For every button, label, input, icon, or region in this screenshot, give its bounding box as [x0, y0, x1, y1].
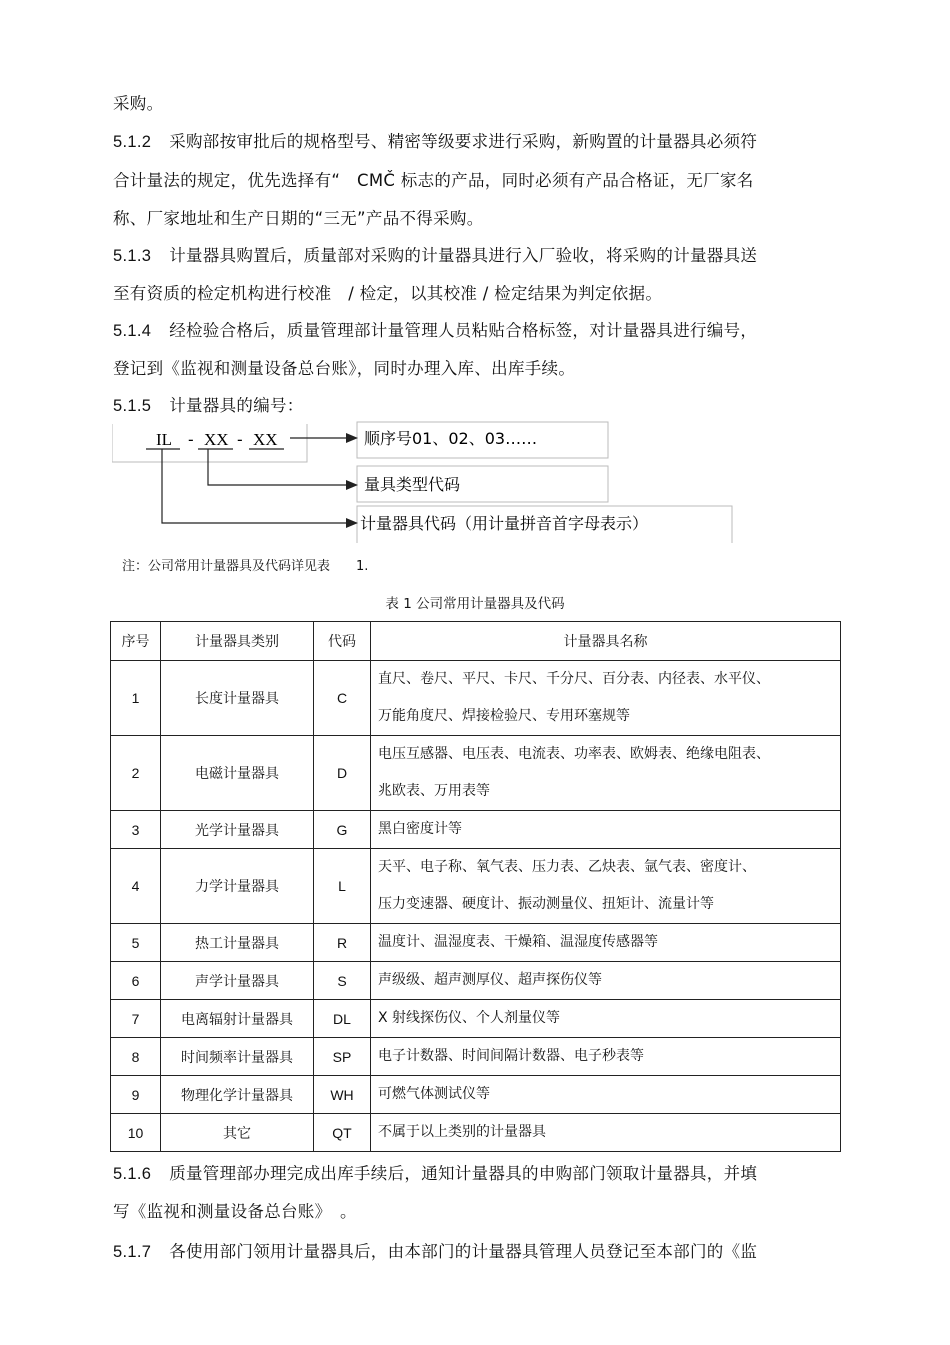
- table-row: [111, 1038, 841, 1076]
- table-row: [111, 962, 841, 1000]
- code-part-3: XX: [253, 430, 278, 449]
- header-names: 计量器具名称: [371, 622, 841, 661]
- cell-category: 声学计量器具: [161, 962, 314, 1000]
- paragraph-line: 称、厂家地址和生产日期的“三无”产品不得采购。: [113, 209, 484, 228]
- section-number: 5.1.2: [113, 133, 152, 151]
- cell-names: 温度计、温湿度表、干燥箱、温湿度传感器等: [371, 924, 841, 962]
- header-no: 序号: [111, 622, 161, 661]
- cell-code: G: [314, 811, 371, 849]
- paragraph-line: 合计量法的规定，优先选择有“ CMČ 标志的产品，同时必须有产品合格证，无厂家名: [113, 171, 754, 190]
- label-instrument-code: 计量器具代码（用计量拼音首字母表示）: [360, 514, 649, 533]
- cell-category: 时间频率计量器具: [161, 1038, 314, 1076]
- cell-code: S: [314, 962, 371, 1000]
- cell-names: 不属于以上类别的计量器具: [371, 1114, 841, 1152]
- table-row: [111, 924, 841, 962]
- cell-names: 天平、电子称、氧气表、压力表、乙炔表、氩气表、密度计、 压力变速器、硬度计、振动测量仪、扭矩计、流量计等: [371, 849, 841, 924]
- cell-names: 声级级、超声测厚仪、超声探伤仪等: [371, 962, 841, 1000]
- cell-code: WH: [314, 1076, 371, 1114]
- paragraph-line: 5.1.6 质量管理部办理完成出库手续后，通知计量器具的申购部门领取计量器具，并填: [113, 1164, 758, 1183]
- cell-code: QT: [314, 1114, 371, 1152]
- cell-names: 电压互感器、电压表、电流表、功率表、欧姆表、绝缘电阻表、 兆欧表、万用表等: [371, 736, 841, 811]
- code-sep-1: -: [188, 430, 194, 449]
- table-row: [111, 661, 841, 736]
- paragraph-line: 5.1.5 计量器具的编号：: [113, 396, 304, 415]
- paragraph-line: 采购。: [113, 94, 164, 113]
- table-header-row: [111, 622, 841, 661]
- cell-no: 4: [111, 849, 161, 924]
- paragraph-line: 5.1.2 采购部按审批后的规格型号、精密等级要求进行采购，新购置的计量器具必须符: [113, 132, 758, 151]
- section-number: 5.1.6: [113, 1165, 152, 1183]
- cell-no: 6: [111, 962, 161, 1000]
- instrument-table: [110, 621, 841, 1152]
- paragraph-line: 至有资质的检定机构进行校准 / 检定，以其校准 / 检定结果为判定依据。: [113, 284, 663, 303]
- paragraph-line: 5.1.7 各使用部门领用计量器具后，由本部门的计量器具管理人员登记至本部门的《监: [113, 1242, 758, 1261]
- cell-code: R: [314, 924, 371, 962]
- table-row: [111, 1076, 841, 1114]
- cell-category: 电离辐射计量器具: [161, 1000, 314, 1038]
- cell-no: 7: [111, 1000, 161, 1038]
- cell-names: 可燃气体测试仪等: [371, 1076, 841, 1114]
- cell-category: 其它: [161, 1114, 314, 1152]
- cell-names: 电子计数器、时间间隔计数器、电子秒表等: [371, 1038, 841, 1076]
- cell-code: L: [314, 849, 371, 924]
- code-part-2: XX: [204, 430, 229, 449]
- section-number: 5.1.4: [113, 322, 152, 340]
- table-note: 注：公司常用计量器具及代码详见表 1.: [122, 559, 369, 574]
- cell-no: 3: [111, 811, 161, 849]
- cell-no: 10: [111, 1114, 161, 1152]
- cell-category: 长度计量器具: [161, 661, 314, 736]
- table-row: [111, 849, 841, 924]
- cell-code: SP: [314, 1038, 371, 1076]
- paragraph-line: 5.1.3 计量器具购置后，质量部对采购的计量器具进行入厂验收，将采购的计量器具送: [113, 246, 758, 265]
- cell-code: C: [314, 661, 371, 736]
- cell-no: 5: [111, 924, 161, 962]
- label-sequence: 顺序号01、02、03……: [364, 429, 538, 448]
- table-row: [111, 1000, 841, 1038]
- cell-category: 热工计量器具: [161, 924, 314, 962]
- table-caption: 表 1 公司常用计量器具及代码: [385, 596, 565, 612]
- paragraph-line: 5.1.4 经检验合格后，质量管理部计量管理人员粘贴合格标签，对计量器具进行编号，: [113, 321, 758, 340]
- section-number: 5.1.7: [113, 1243, 152, 1261]
- cell-category: 光学计量器具: [161, 811, 314, 849]
- cell-names: X 射线探伤仪、个人剂量仪等: [371, 1000, 841, 1038]
- section-number: 5.1.5: [113, 397, 152, 415]
- numbering-diagram: [112, 418, 737, 544]
- cell-no: 1: [111, 661, 161, 736]
- cell-names: 直尺、卷尺、平尺、卡尺、千分尺、百分表、内径表、水平仪、 万能角度尺、焊接检验尺、专用环塞规等: [371, 661, 841, 736]
- cell-category: 电磁计量器具: [161, 736, 314, 811]
- cell-code: DL: [314, 1000, 371, 1038]
- cell-names: 黑白密度计等: [371, 811, 841, 849]
- header-code: 代码: [314, 622, 371, 661]
- header-category: 计量器具类别: [161, 622, 314, 661]
- code-part-1: IL: [156, 430, 173, 449]
- section-number: 5.1.3: [113, 247, 152, 265]
- paragraph-line: 登记到《监视和测量设备总台账》，同时办理入库、出库手续。: [113, 359, 576, 378]
- cell-no: 2: [111, 736, 161, 811]
- table-row: [111, 1114, 841, 1152]
- label-type-code: 量具类型代码: [364, 475, 461, 494]
- table-row: [111, 811, 841, 849]
- paragraph-line: 写《监视和测量设备总台账》 。: [113, 1202, 357, 1221]
- cell-code: D: [314, 736, 371, 811]
- table-row: [111, 736, 841, 811]
- cell-no: 8: [111, 1038, 161, 1076]
- cell-category: 力学计量器具: [161, 849, 314, 924]
- cell-category: 物理化学计量器具: [161, 1076, 314, 1114]
- code-sep-2: -: [237, 430, 243, 449]
- cell-no: 9: [111, 1076, 161, 1114]
